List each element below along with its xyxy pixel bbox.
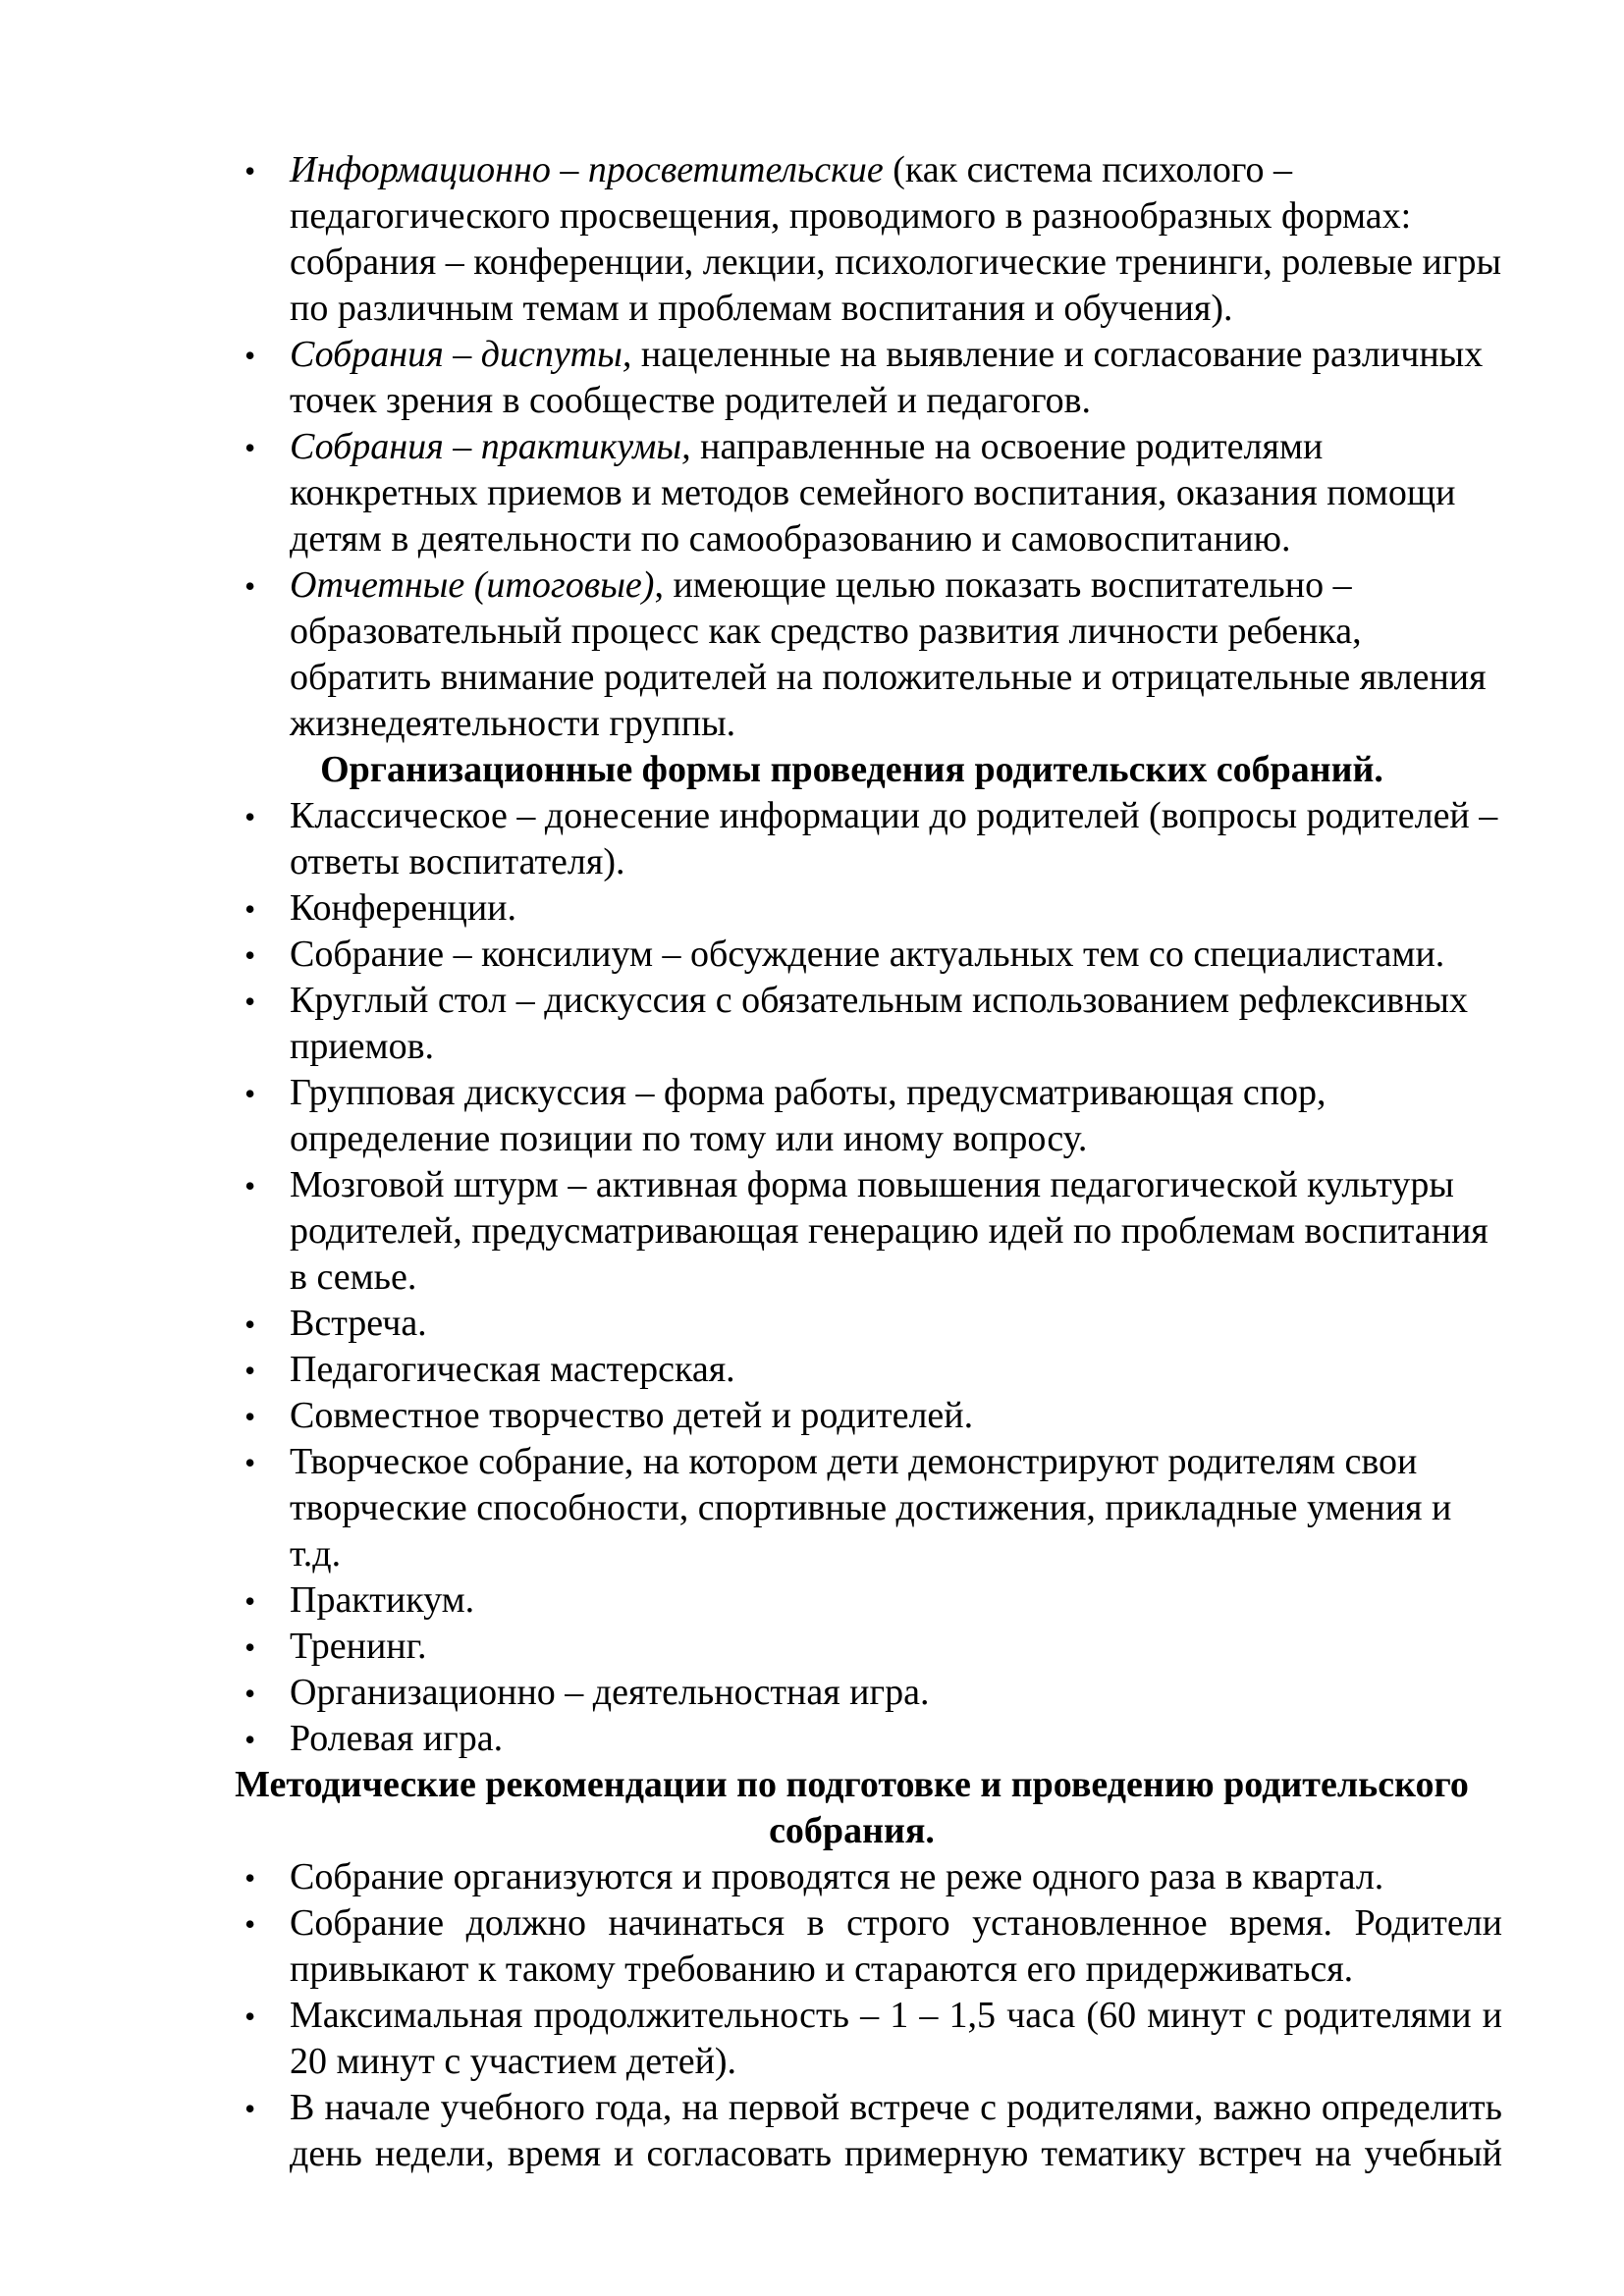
- list-item: • Совместное творчество детей и родителей.: [290, 1393, 1502, 1439]
- meeting-types-list: [201, 147, 1502, 747]
- list-item: • Классическое – донесение информации до родителей (вопросы родителей – ответы воспитателя).: [290, 793, 1502, 885]
- method-recommendations-heading: Методические рекомендации по подготовке и проведению родительского собрания.: [235, 1764, 1469, 1851]
- item-lead-italic: Собрания – практикумы,: [290, 426, 691, 467]
- list-item: • Собрание должно начинаться в строго установленное время. Родители привыкают к такому требованию и стараются его придерживаться.: [290, 1900, 1502, 1993]
- list-item: [290, 562, 1502, 747]
- list-item: • Максимальная продолжительность – 1 – 1,5 часа (60 минут с родителями и 20 минут с участием детей).: [290, 1993, 1502, 2085]
- item-text: , имеющие целью показать воспитательно – образовательный процесс как средство развития личности ребенка, обратить внимание родителей на положительные и отрицательные явления жизнедеятельности группы.: [290, 564, 1487, 744]
- list-item: • Встреча.: [290, 1301, 1502, 1347]
- list-item: • Мозговой штурм – активная форма повышения педагогической культуры родителей, предусматривающая генерацию идей по проблемам воспитания в семье.: [290, 1162, 1502, 1301]
- list-item: • Круглый стол – дискуссия с обязательным использованием рефлексивных приемов.: [290, 978, 1502, 1070]
- list-item: • В начале учебного года, на первой встрече с родителями, важно определить день недели, время и согласовать примерную тематику встреч на учебный: [290, 2085, 1502, 2177]
- list-item: • Собрание организуются и проводятся не реже одного раза в квартал.: [290, 1854, 1502, 1900]
- item-lead-italic: Информационно – просветительские: [290, 149, 884, 190]
- list-item: [290, 424, 1502, 562]
- item-lead-italic: Отчетные (итоговые): [290, 564, 655, 606]
- list-item: • Ролевая игра.: [290, 1716, 1502, 1762]
- list-item: • Творческое собрание, на котором дети демонстрируют родителям свои творческие способности, спортивные достижения, прикладные умения и т.д.: [290, 1439, 1502, 1577]
- item-text: нацеленные на выявление и согласование различных точек зрения в сообществе родителей и педагогов.: [290, 334, 1484, 421]
- list-item: • Групповая дискуссия – форма работы, предусматривающая спор, определение позиции по тому или иному вопросу.: [290, 1070, 1502, 1162]
- org-forms-heading: Организационные формы проведения родительских собраний.: [320, 749, 1383, 790]
- item-lead-italic: Собрания – диспуты,: [290, 334, 632, 375]
- item-text: (как система психолого – педагогического просвещения, проводимого в разнообразных формах: собрания – конференции, лекции, психологические тренинги, ролевые игры по различным темам и проблемам воспитания и обучения).: [290, 149, 1501, 329]
- list-item: [290, 332, 1502, 424]
- list-item: • Тренинг.: [290, 1624, 1502, 1670]
- list-item: • Собрание – консилиум – обсуждение актуальных тем со специалистами.: [290, 932, 1502, 978]
- list-item: • Организационно – деятельностная игра.: [290, 1670, 1502, 1716]
- method-recommendations-list: [201, 1854, 1502, 2177]
- item-text: направленные на освоение родителями конкретных приемов и методов семейного воспитания, оказания помощи детям в деятельности по самообразованию и самовоспитанию.: [290, 426, 1456, 560]
- org-forms-list: [201, 793, 1502, 1762]
- list-item: • Практикум.: [290, 1577, 1502, 1624]
- list-item: • Педагогическая мастерская.: [290, 1347, 1502, 1393]
- list-item: • Конференции.: [290, 885, 1502, 932]
- list-item: [290, 147, 1502, 332]
